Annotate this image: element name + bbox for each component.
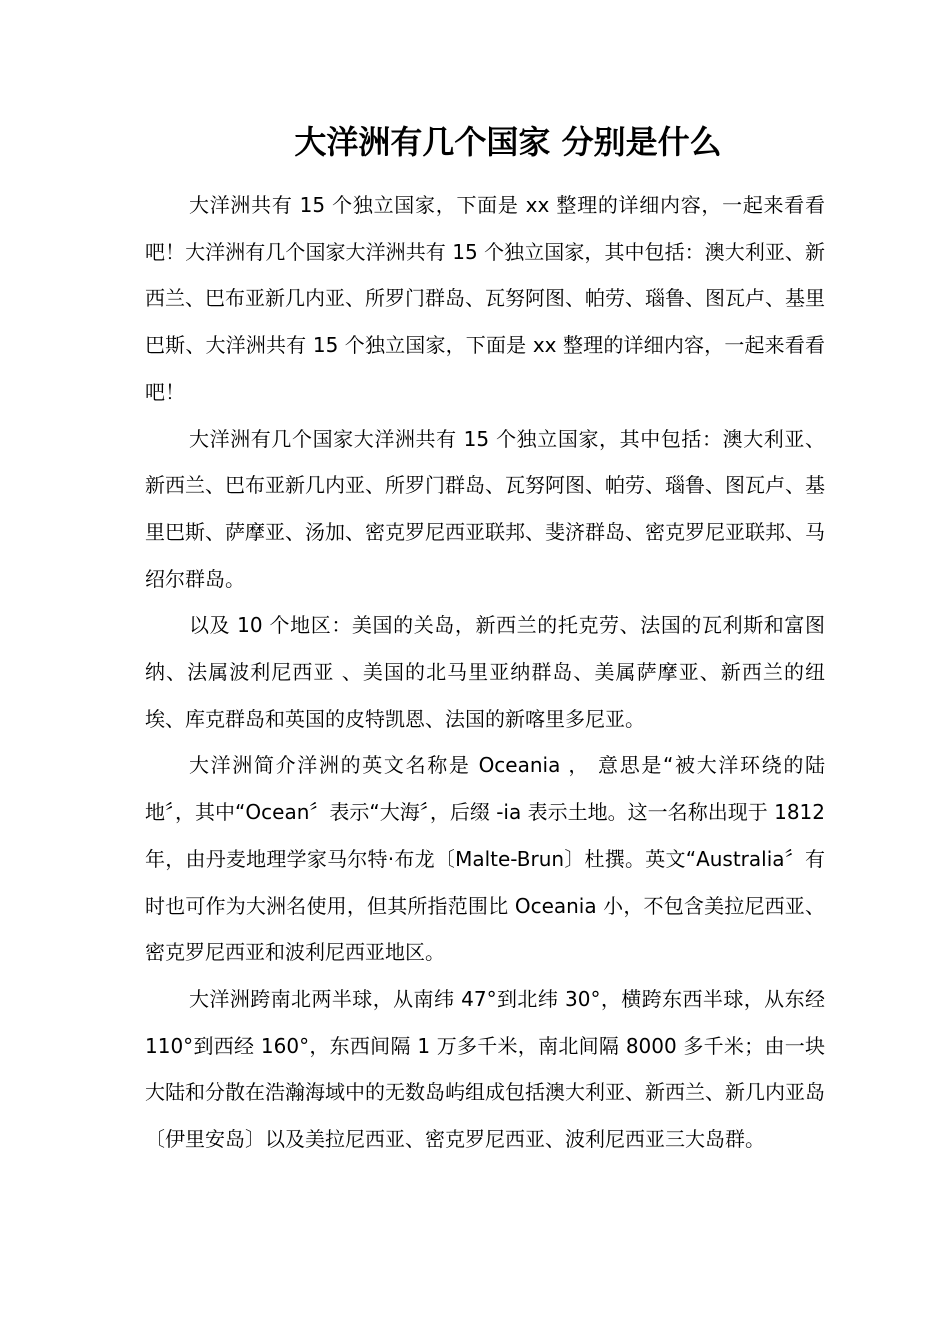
- paragraph-3: 以及 10 个地区：美国的关岛，新西兰的托克劳、法国的瓦利斯和富图纳、法属波利尼西亚 、美国的北马里亚纳群岛、美属萨摩亚、新西兰的纽埃、库克群岛和英国的皮特凯恩、法国的新喀里多尼亚。: [145, 613, 825, 731]
- paragraph-1: 大洋洲共有 15 个独立国家，下面是 xx 整理的详细内容，一起来看看吧！大洋洲有几个国家大洋洲共有 15 个独立国家，其中包括：澳大利亚、新西兰、巴布亚新几内亚、所罗门群岛、瓦努阿图、帕劳、瑙鲁、图瓦卢、基里巴斯、大洋洲共有 15 个独立国家，下面是 xx 整理的详细内容，一起来看看吧！: [145, 193, 825, 404]
- document-body: [145, 182, 825, 1163]
- document-title: 大洋洲有几个国家 分别是什么: [294, 123, 722, 161]
- paragraph-5: 大洋洲跨南北两半球，从南纬 47°到北纬 30°，横跨东西半球，从东经 110°到西经 160°，东西间隔 1 万多千米，南北间隔 8000 多千米；由一块大陆和分散在浩瀚海域中的无数岛屿组成包括澳大利亚、新西兰、新几内亚岛〔伊里安岛〕以及美拉尼西亚、密克罗尼西亚、波利尼西亚三大岛群。: [145, 986, 825, 1152]
- paragraph-2: 大洋洲有几个国家大洋洲共有 15 个独立国家，其中包括：澳大利亚、新西兰、巴布亚新几内亚、所罗门群岛、瓦努阿图、帕劳、瑙鲁、图瓦卢、基里巴斯、萨摩亚、汤加、密克罗尼西亚联邦、斐济群岛、密克罗尼亚联邦、马绍尔群岛。: [145, 426, 825, 591]
- paragraph-4: 大洋洲简介洋洲的英文名称是 Oceania ， 意思是“被大洋环绕的陆地〞，其中“Ocean〞表示“大海〞，后缀 -ia 表示土地。这一名称出现于 1812 年，由丹麦地理学家马尔特·布龙〔Malte-Brun〕杜撰。英文“Australia〞有时也可作为大洲名使用，但其所指范围比 Oceania 小，不包含美拉尼西亚、密克罗尼西亚和波利尼西亚地区。: [145, 753, 825, 965]
